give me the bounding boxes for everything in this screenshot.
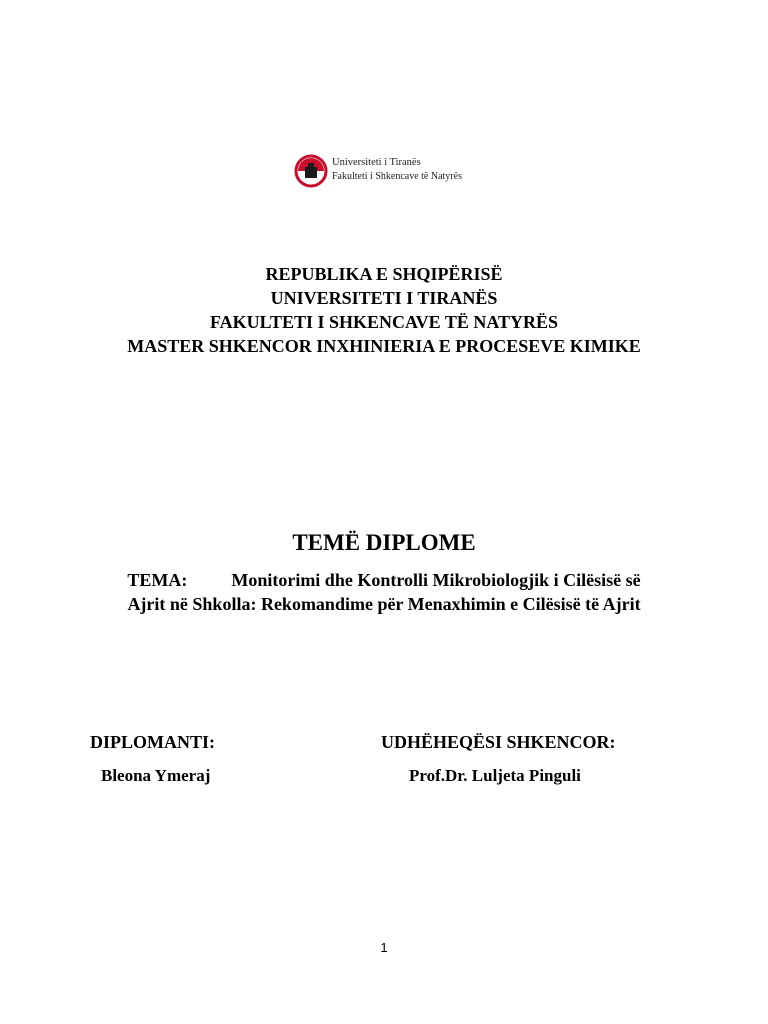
thesis-topic	[0, 568, 768, 616]
logo-text	[332, 156, 462, 184]
supervisor-label: UDHËHEQËSI SHKENCOR:	[381, 732, 616, 752]
diplomant-name: Bleona Ymeraj	[101, 766, 211, 785]
header-program: MASTER SHKENCOR INXHINIERIA E PROCESEVE KIMIKE	[127, 336, 641, 356]
page-number-text: 1	[380, 940, 388, 955]
supervisor-name: Prof.Dr. Luljeta Pinguli	[409, 766, 581, 785]
page-number	[0, 939, 768, 957]
institution-header	[0, 262, 768, 358]
header-university: UNIVERSITETI I TIRANËS	[270, 288, 498, 308]
topic-text-line-2: Ajrit në Shkolla: Rekomandime për Menaxhimin e Cilësisë të Ajrit	[127, 594, 641, 614]
diplomant-label: DIPLOMANTI:	[90, 732, 215, 752]
header-republic: REPUBLIKA E SHQIPËRISË	[265, 264, 503, 284]
topic-text-line-1: Monitorimi dhe Kontrolli Mikrobiologjik i Cilësisë së	[231, 570, 641, 590]
header-faculty: FAKULTETI I SHKENCAVE TË NATYRËS	[209, 312, 559, 332]
logo-faculty-name: Fakulteti i Shkencave të Natyrës	[332, 171, 462, 182]
document-type-title: TEMË DIPLOME	[292, 530, 476, 555]
university-emblem-icon	[294, 154, 328, 188]
university-logo	[294, 154, 484, 188]
logo-university-name: Universiteti i Tiranës	[332, 157, 421, 168]
topic-label: TEMA:	[127, 570, 188, 590]
topic-line-1	[0, 568, 768, 592]
